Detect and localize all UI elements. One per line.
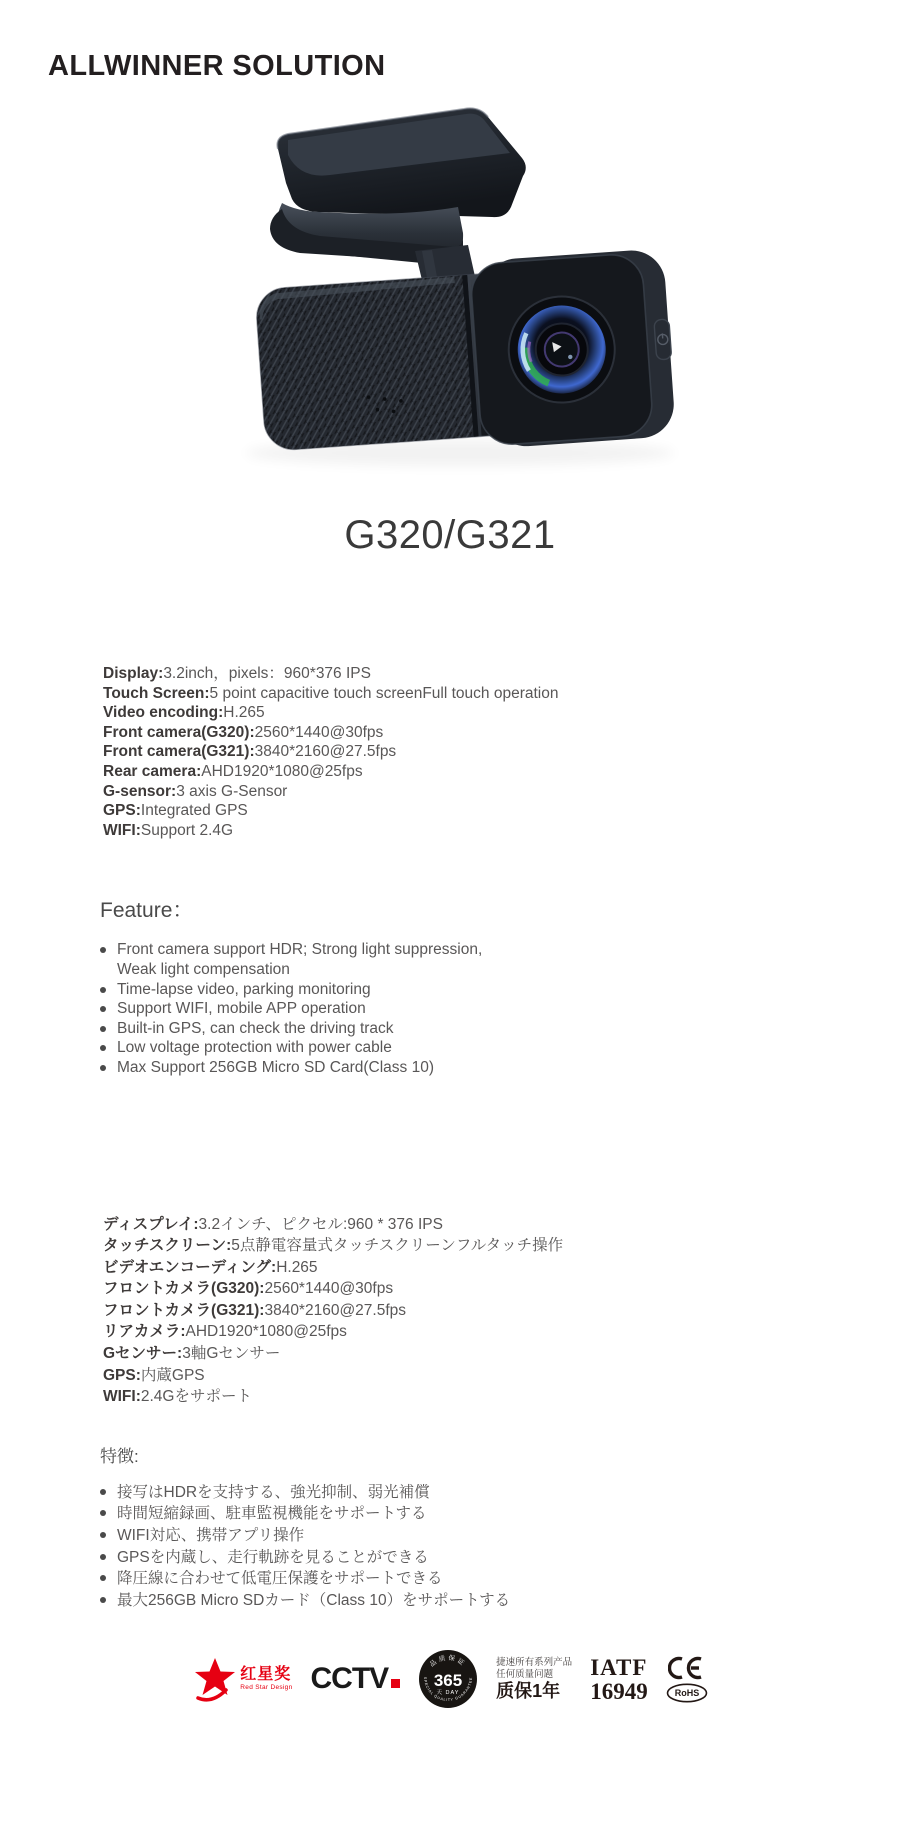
iatf-16949-logo	[590, 1656, 648, 1703]
spec-row	[103, 1235, 900, 1257]
bullet-dot	[100, 1575, 106, 1581]
feature-item	[100, 980, 900, 1000]
spec-label: フロントカメラ(G320):	[103, 1280, 265, 1298]
bullet-dot	[100, 947, 106, 953]
bullet-dot	[100, 1006, 106, 1012]
spec-value: 3840*2160@27.5fps	[254, 743, 397, 761]
certification-logos	[0, 1649, 900, 1709]
feature-text: 最大256GB Micro SDカード（Class 10）をサポートする	[117, 1591, 511, 1609]
spec-row	[103, 1300, 900, 1322]
spec-label: WIFI:	[103, 821, 141, 839]
spec-label: タッチスクリーン:	[103, 1237, 232, 1255]
feature-text: Built-in GPS, can check the driving track	[117, 1019, 394, 1037]
badge-arc-top-text: 品质保证	[428, 1655, 468, 1669]
feature-text: WIFI対応、携帯アプリ操作	[117, 1527, 305, 1545]
spec-row	[103, 723, 900, 743]
feature-item	[100, 1525, 900, 1547]
red-star-icon	[192, 1654, 238, 1704]
ce-mark-icon	[668, 1656, 706, 1680]
features-english-heading: Feature：	[100, 899, 194, 923]
warranty-line2: 任何质量问题	[496, 1668, 554, 1680]
spec-row	[103, 684, 900, 704]
spec-value: 2560*1440@30fps	[254, 723, 384, 741]
bullet-dot	[100, 1026, 106, 1032]
feature-text: 時間短縮録画、駐車監視機能をサポートする	[117, 1505, 427, 1523]
spec-value: 3.2インチ、ピクセル:960 * 376 IPS	[198, 1215, 443, 1233]
badge-unit: 天 DAY	[436, 1690, 460, 1697]
spec-value: 3軸Gセンサー	[182, 1345, 281, 1363]
spec-label: リアカメラ:	[103, 1323, 186, 1341]
spec-value: H.265	[276, 1258, 318, 1276]
warranty-text-block	[496, 1657, 572, 1701]
feature-item	[100, 1482, 900, 1504]
feature-text: Max Support 256GB Micro SD Card(Class 10)	[117, 1058, 435, 1076]
spec-row	[103, 1257, 900, 1279]
spec-label: Rear camera:	[103, 762, 202, 780]
specs-english	[103, 664, 900, 840]
spec-value: 3.2inch，pixels：960*376 IPS	[163, 665, 371, 682]
dashcam-product-image	[170, 91, 730, 491]
feature-text: Low voltage protection with power cable	[117, 1039, 392, 1057]
spec-label: Display:	[103, 665, 164, 682]
spec-value: Integrated GPS	[140, 802, 248, 820]
red-star-award-logo	[192, 1654, 292, 1704]
spec-row	[103, 762, 900, 782]
spec-value: 内蔵GPS	[140, 1366, 205, 1384]
spec-row	[103, 1214, 900, 1236]
bullet-dot	[100, 1065, 106, 1071]
spec-label: WIFI:	[103, 1388, 141, 1406]
badge-arc-bottom-text: SPECIAL QUALITY GUARANTEE	[423, 1677, 474, 1703]
bullet-dot	[100, 1597, 106, 1603]
spec-value: AHD1920*1080@25fps	[185, 1323, 347, 1341]
365-day-badge	[418, 1649, 478, 1709]
spec-label: Gセンサー:	[103, 1345, 183, 1363]
bullet-dot	[100, 1510, 106, 1516]
spec-label: ビデオエンコーディング:	[103, 1258, 277, 1276]
spec-value: H.265	[223, 704, 265, 722]
feature-item	[100, 940, 900, 979]
lens-module	[469, 248, 676, 449]
dashcam-illustration	[170, 91, 730, 491]
spec-value: 2560*1440@30fps	[264, 1280, 394, 1298]
specs-japanese	[103, 1214, 900, 1408]
spec-value: 5点静電容量式タッチスクリーンフルタッチ操作	[231, 1237, 564, 1255]
spec-row	[103, 1365, 900, 1387]
spec-label: GPS:	[103, 1366, 141, 1384]
features-english-list	[100, 940, 900, 1077]
cctv-label: CCTV	[310, 1662, 389, 1696]
spec-label: フロントカメラ(G321):	[103, 1301, 265, 1319]
feature-text: Time-lapse video, parking monitoring	[117, 980, 371, 998]
spec-value: AHD1920*1080@25fps	[201, 762, 363, 780]
bullet-dot	[100, 1554, 106, 1560]
feature-item	[100, 1568, 900, 1590]
spec-label: Video encoding:	[103, 704, 224, 722]
spec-label: GPS:	[103, 802, 141, 820]
carbon-texture	[255, 275, 478, 451]
spec-row	[103, 664, 900, 684]
cctv-red-square	[391, 1679, 400, 1688]
model-name: G320/G321	[344, 513, 556, 557]
page-title: ALLWINNER SOLUTION	[48, 50, 386, 82]
spec-row	[103, 801, 900, 821]
feature-item	[100, 1503, 900, 1525]
feature-text: 接写はHDRを支持する、強光抑制、弱光補償	[117, 1483, 430, 1501]
spec-label: Front camera(G321):	[103, 743, 255, 761]
bullet-dot	[100, 1489, 106, 1495]
spec-row	[103, 821, 900, 841]
spec-value: 3840*2160@27.5fps	[264, 1301, 407, 1319]
power-button	[654, 319, 672, 360]
features-japanese-heading: 特徴:	[100, 1446, 139, 1466]
features-japanese-list	[100, 1482, 900, 1612]
spec-label: G-sensor:	[103, 782, 177, 800]
spec-row	[103, 1343, 900, 1365]
spec-value: 3 axis G-Sensor	[176, 782, 288, 800]
spec-row	[103, 1278, 900, 1300]
feature-item	[100, 1590, 900, 1612]
spec-value: 2.4Gをサポート	[140, 1388, 252, 1406]
iatf-line1: IATF	[590, 1654, 648, 1680]
spec-label: ディスプレイ:	[103, 1215, 199, 1233]
camera-body	[254, 248, 677, 464]
spec-label: Touch Screen:	[103, 684, 210, 702]
cctv-logo	[311, 1662, 401, 1696]
red-star-cn-label: 红星奖	[240, 1666, 292, 1684]
red-star-en-label: Red Star Design	[240, 1684, 293, 1692]
spec-row	[103, 742, 900, 762]
spec-row	[103, 1386, 900, 1408]
spec-row	[103, 1321, 900, 1343]
iatf-line2: 16949	[590, 1678, 648, 1704]
feature-item	[100, 1547, 900, 1569]
warranty-line3: 质保1年	[496, 1681, 561, 1702]
rohs-label: RoHS	[674, 1687, 699, 1698]
bullet-dot	[100, 987, 106, 993]
feature-item	[100, 1038, 900, 1058]
feature-item	[100, 1019, 900, 1039]
feature-text: Front camera support HDR; Strong light suppression, Weak light compensation	[117, 941, 483, 978]
365-badge-icon	[418, 1649, 478, 1709]
spec-value: Support 2.4G	[140, 821, 234, 839]
ce-rohs-column	[666, 1656, 708, 1703]
bullet-dot	[100, 1532, 106, 1538]
feature-item	[100, 999, 900, 1019]
feature-item	[100, 1058, 900, 1078]
spec-row	[103, 703, 900, 723]
feature-text: Support WIFI, mobile APP operation	[117, 1000, 366, 1018]
feature-text: 降圧線に合わせて低電圧保護をサポートできる	[117, 1570, 443, 1588]
bullet-dot	[100, 1045, 106, 1051]
badge-number: 365	[433, 1671, 463, 1691]
spec-value: 5 point capacitive touch screenFull touch operation	[209, 684, 559, 702]
spec-label: Front camera(G320):	[103, 723, 255, 741]
warranty-line1: 捷速所有系列产品	[496, 1657, 573, 1669]
rohs-mark-icon	[666, 1683, 708, 1703]
feature-text: GPSを内蔵し、走行軌跡を見ることができる	[117, 1548, 429, 1566]
spec-row	[103, 782, 900, 802]
